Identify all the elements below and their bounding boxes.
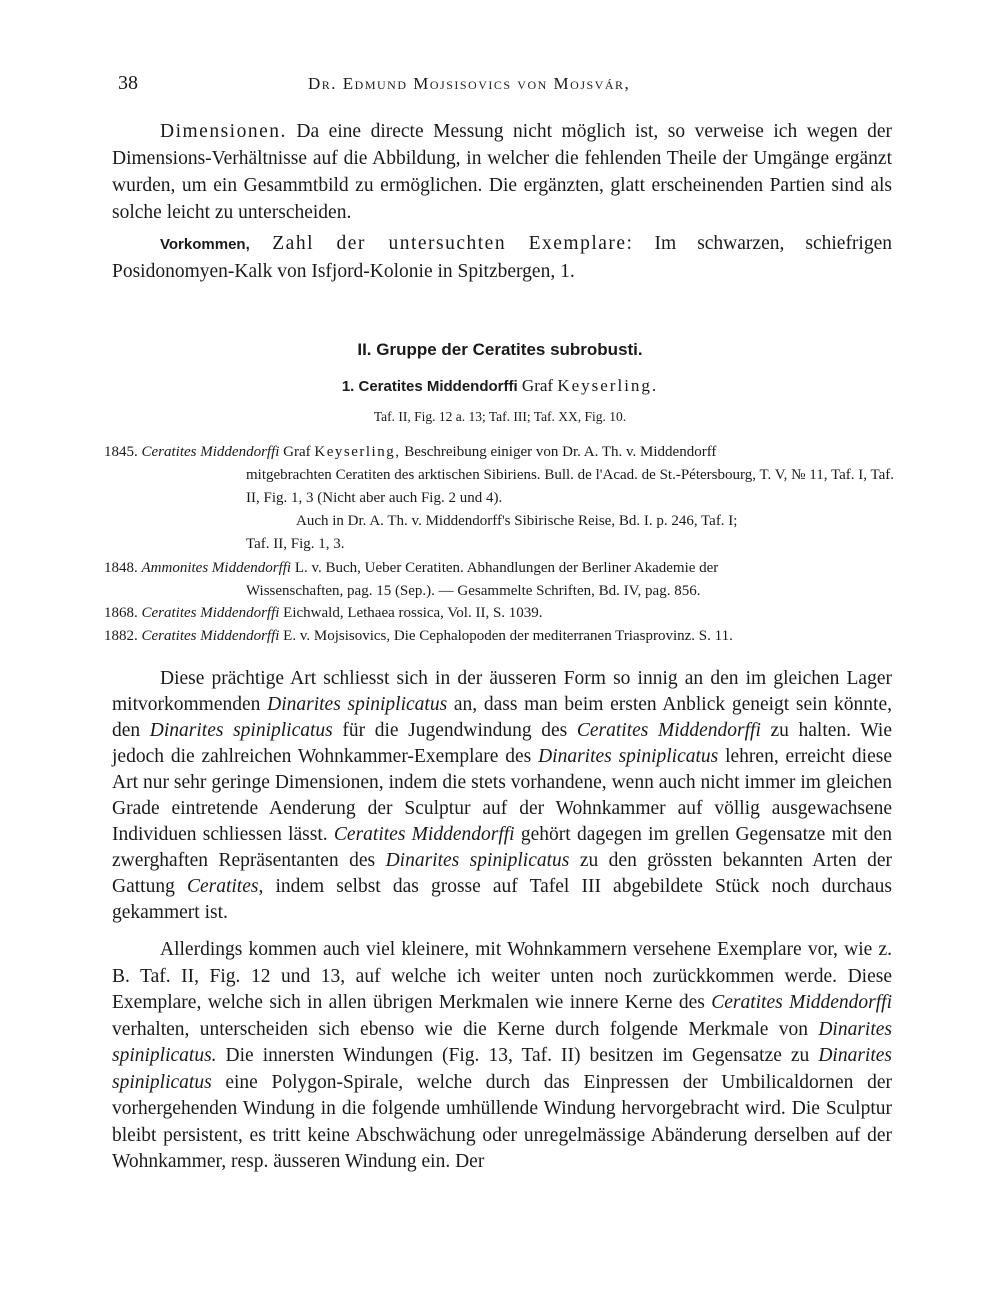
group-heading: II. Gruppe der Ceratites subrobusti. <box>357 340 643 359</box>
taxon-name: Dinarites spiniplicatus. <box>112 1018 892 1066</box>
page-number: 38 <box>118 72 138 94</box>
synonymy-taxon: Ammonites Middendorffi <box>141 560 292 576</box>
paragraph-dimensions <box>112 118 892 226</box>
synonymy-text: Graf <box>279 444 315 460</box>
species-name: 1. Ceratites Middendorffi <box>341 378 518 395</box>
taxon-name: Dinarites spiniplicatus <box>538 746 719 767</box>
text-run: indem selbst das grosse auf Tafel III abgebildete Stück noch durchaus gekammert ist. <box>112 876 892 923</box>
paragraph-comparison <box>112 666 892 926</box>
plate-reference: Taf. II, Fig. 12 a. 13; Taf. III; Taf. XX, Fig. 10. <box>373 409 627 424</box>
synonymy-year: 1845. <box>104 444 138 460</box>
text-run: Diese prächtige Art schliesst sich in der äusseren Form so innig an den im gleichen Lager mitvorkommenden <box>112 668 892 715</box>
synonymy-author: Keyserling, <box>314 444 401 460</box>
synonymy-year: 1868. <box>104 605 138 621</box>
synonymy-year: 1848. <box>104 560 138 576</box>
synonymy-continuation: mitgebrachten Ceratiten des arktischen Sibiriens. Bull. de l'Acad. de St.-Pétersbourg, T. V, № 11, Taf. I, Taf. II, Fig. 1, 3 (Nicht aber auch Fig. 2 und 4). <box>246 467 894 506</box>
synonymy-continuation: Auch in Dr. A. Th. v. Middendorff's Sibirische Reise, Bd. I. p. 246, Taf. I; <box>296 513 738 529</box>
synonymy-continuation: Wissenschaften, pag. 15 (Sep.). — Gesammelte Schriften, Bd. IV, pag. 856. <box>246 583 701 599</box>
synonymy-entry <box>104 441 894 556</box>
text-run: zu halten. Wie jedoch die zahlreichen Wohnkammer-Exemplare des <box>112 720 893 767</box>
species-heading <box>0 376 1000 396</box>
paragraph-text: Da eine directe Messung nicht möglich ist, so verweise ich wegen der Dimensions-Verhältnisse auf die Abbildung, in welcher die fehlenden Theile der Umgänge ergänzt wurden, um ein Gesammtbild zu ermöglichen. Die ergänzten, glatt erscheinenden Partien sind als solche leicht zu unterscheiden. <box>112 121 892 223</box>
text-run: verhalten, unterscheiden sich ebenso wie die Kerne durch folgende Merkmale von <box>112 1018 819 1040</box>
synonymy-continuation: Taf. II, Fig. 1, 3. <box>246 536 345 552</box>
synonymy-entry <box>104 557 894 603</box>
text-run: lehren, erreicht diese Art nur sehr geringe Dimensionen, indem die stets vorhandene, wenn auch nicht immer im gleichen Grade eintretende Aenderung der Sculptur auf der Wohnkammer auf völlig ausgewachsene Individuen schliessen lässt. <box>112 746 893 845</box>
species-author-prefix: Graf <box>517 376 558 395</box>
section-label-occurrence: Vorkommen, <box>160 236 250 253</box>
section-label-specimens: Zahl der untersuchten Exemplare: <box>249 233 634 254</box>
paragraph-occurrence <box>112 230 892 285</box>
synonymy-entry <box>104 625 894 648</box>
paragraph-text: Im schwarzen, schiefrigen Posidonomyen-Kalk von Isfjord-Kolonie in Spitzbergen, 1. <box>112 233 892 282</box>
running-head: Dr. Edmund Mojsisovics von Mojsvár, <box>308 74 631 93</box>
synonymy-text: L. v. Buch, Ueber Ceratiten. Abhandlungen der Berliner Akademie der <box>291 560 719 576</box>
synonymy-text: Eichwald, Lethaea rossica, Vol. II, S. 1039. <box>279 605 543 621</box>
text-run: Allerdings kommen auch viel kleinere, mit Wohnkammern versehene Exemplare vor, wie z. B. Taf. II, Fig. 12 und 13, auf welche ich weiter unten noch zurückkommen werde. Diese Exemplare, welche sich in allen übrigen Merkmalen wie innere Kerne des <box>112 939 892 1013</box>
synonymy-taxon: Ceratites Middendorffi <box>141 444 280 460</box>
section-label-dimensions: Dimensionen. <box>160 121 287 142</box>
text-run: gehört dagegen im grellen Gegensatze mit den zwerghaften Repräsentanten des <box>112 824 893 871</box>
text-run: Die innersten Windungen (Fig. 13, Taf. II) besitzen im Gegensatze zu <box>216 1045 819 1066</box>
synonymy-taxon: Ceratites Middendorffi <box>141 605 280 621</box>
paragraph-small-specimens <box>112 937 892 1176</box>
taxon-name: Ceratites Middendorffi <box>576 720 761 741</box>
synonymy-taxon: Ceratites Middendorffi <box>141 628 280 644</box>
page-header <box>118 72 888 98</box>
taxon-name: Dinarites spiniplicatus <box>385 850 570 871</box>
taxon-name: Ceratites Middendorffi <box>333 824 515 845</box>
taxon-name: Dinarites spiniplicatus <box>267 694 448 715</box>
synonymy-text: E. v. Mojsisovics, Die Cephalopoden der mediterranen Triasprovinz. S. 11. <box>279 628 733 644</box>
taxon-name: Dinarites spiniplicatus <box>149 720 333 741</box>
synonymy-year: 1882. <box>104 628 138 644</box>
text-run: eine Polygon-Spirale, welche durch das Einpressen der Umbilicaldornen der vorhergehenden Windung in die folgende umhüllende Windung hervorgebracht wird. Die Sculptur bleibt persistent, es tritt keine Abschwächung oder unregelmässige Abänderung derselben auf der Wohnkammer, resp. äusseren Windung ein. Der <box>112 1071 892 1172</box>
synonymy-text: Beschreibung einiger von Dr. A. Th. v. Middendorff <box>400 444 717 460</box>
text-run: zu den grössten bekannten Arten der Gattung <box>112 850 892 897</box>
taxon-name: Ceratites, <box>186 876 264 897</box>
species-author: Keyserling. <box>557 376 659 395</box>
taxon-name: Dinarites spiniplicatus <box>112 1045 892 1093</box>
text-run: an, dass man beim ersten Anblick geneigt sein könnte, den <box>112 694 892 741</box>
taxon-name: Ceratites Middendorffi <box>711 992 892 1013</box>
synonymy-entry <box>104 602 894 625</box>
text-run: für die Jugendwindung des <box>332 720 577 741</box>
